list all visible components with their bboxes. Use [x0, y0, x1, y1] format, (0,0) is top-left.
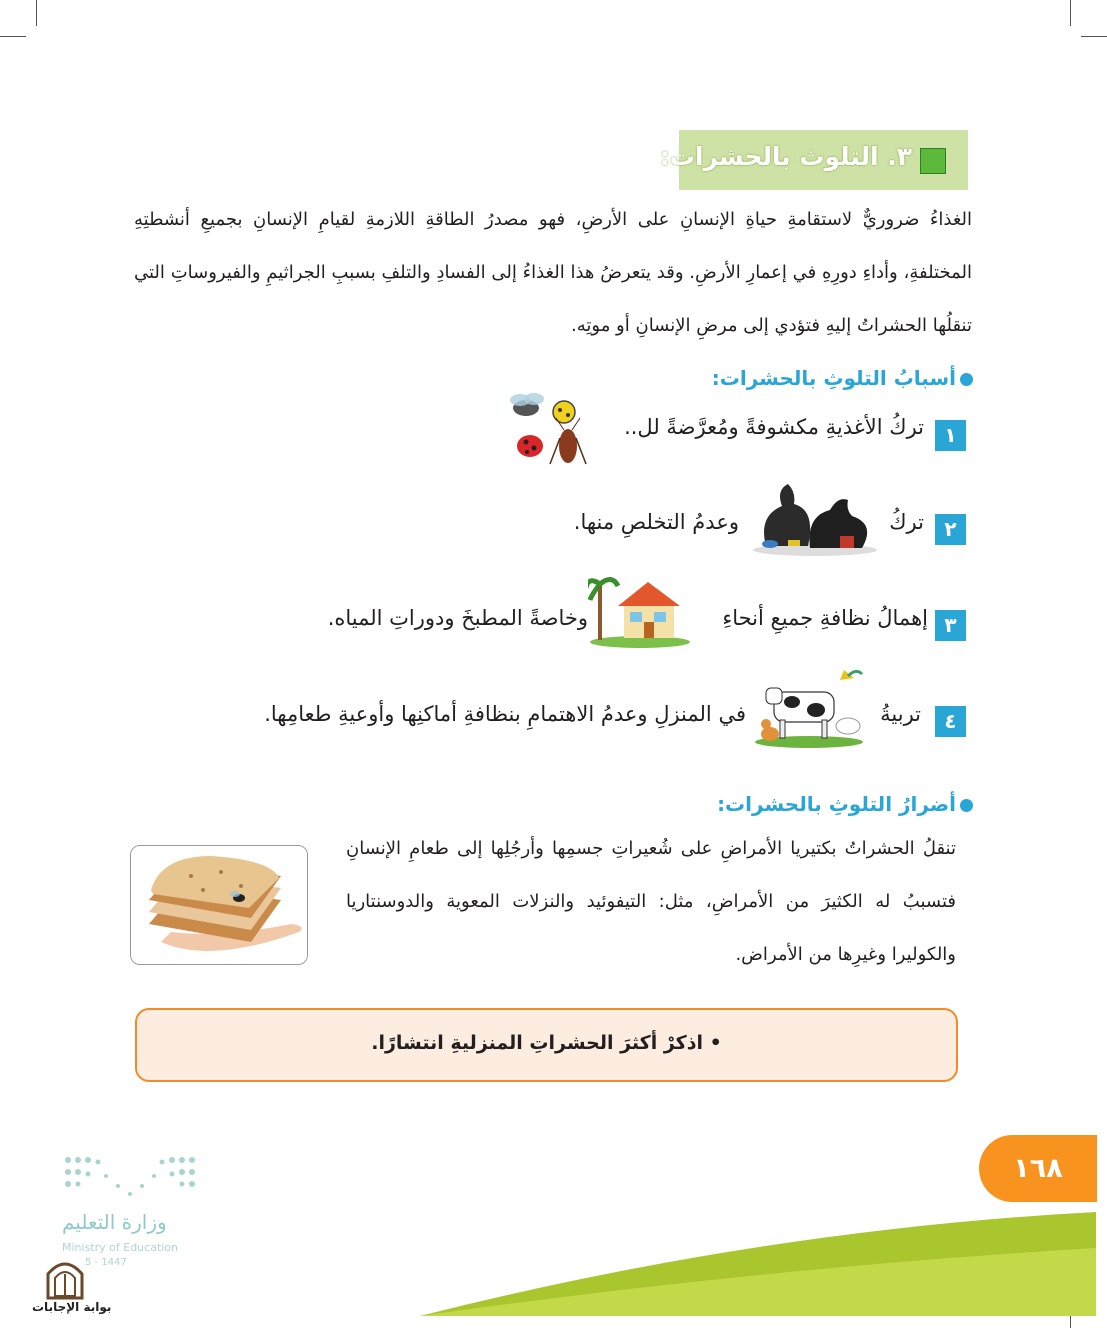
harms-heading: أضرارُ التلوثِ بالحشرات:	[717, 792, 973, 816]
item-3-text-end: وخاصةً المطبخَ ودوراتِ المياه.	[327, 606, 588, 630]
ministry-logo-dots-icon	[62, 1154, 198, 1200]
section-title: ٣. التلوث بالحشرات:	[659, 142, 912, 171]
harms-paragraph: تنقلُ الحشراتُ بكتيريا الأمراضِ على شُعيراتِ جسمِها وأرجُلِها إلى طعامِ الإنسانِ فتسببُ له الكثيرَ من الأمراضِ، مثل: التيفوئيد والنزلات المعوية والدوسنتاريا والكوليرا وغيرِها من الأمراض.	[346, 838, 956, 965]
portal-logo-icon	[44, 1256, 86, 1300]
item-4-text-start: تربيةُ	[880, 702, 921, 726]
activity-question: • اذكرْ أكثرَ الحشراتِ المنزليةِ انتشارًا.	[371, 1032, 722, 1054]
ministry-name-english: Ministry of Education	[62, 1241, 179, 1254]
portal-label: بوابة الإجابات	[32, 1300, 112, 1314]
intro-paragraph: الغذاءُ ضروريٌّ لاستقامةِ حياةِ الإنسانِ على الأرضِ، فهو مصدرُ الطاقةِ اللازمةِ لقيامِ الإنسانِ بجميعِ أنشطتِهِ المختلفةِ، وأداءِ دورِهِ في إعمارِ الأرضِ. وقد يتعرضُ هذا الغذاءُ إلى الفسادِ والتلفِ بسببِ الجراثيمِ والفيروساتِ التي تنقلُها الحشراتُ إليهِ فتؤدي إلى مرضِ الإنسانِ أو موتِه.	[134, 209, 972, 336]
item-number-2: ٢	[935, 514, 966, 545]
item-4-text-end: في المنزلِ وعدمُ الاهتمامِ بنظافةِ أماكنِها وأوعيةِ طعامِها.	[264, 702, 746, 726]
causes-heading: أسبابُ التلوثِ بالحشرات:	[712, 366, 973, 390]
ministry-year: 5 - 1447	[85, 1257, 127, 1268]
item-1-text: تركُ الأغذيةِ مكشوفةً ومُعرَّضةً لل..	[624, 415, 924, 439]
item-number-4: ٤	[935, 706, 966, 737]
item-number-1: ١	[935, 420, 966, 451]
item-2-text-end: وعدمُ التخلصِ منها.	[573, 510, 739, 534]
page-number: ١٦٨	[979, 1135, 1097, 1202]
ministry-name-arabic: وزارة التعليم	[62, 1210, 167, 1234]
item-3-text-start: إهمالُ نظافةِ جميعِ أنحاءِ	[722, 606, 928, 630]
item-number-3: ٣	[935, 610, 966, 641]
item-2-text-start: تركُ	[889, 510, 924, 534]
